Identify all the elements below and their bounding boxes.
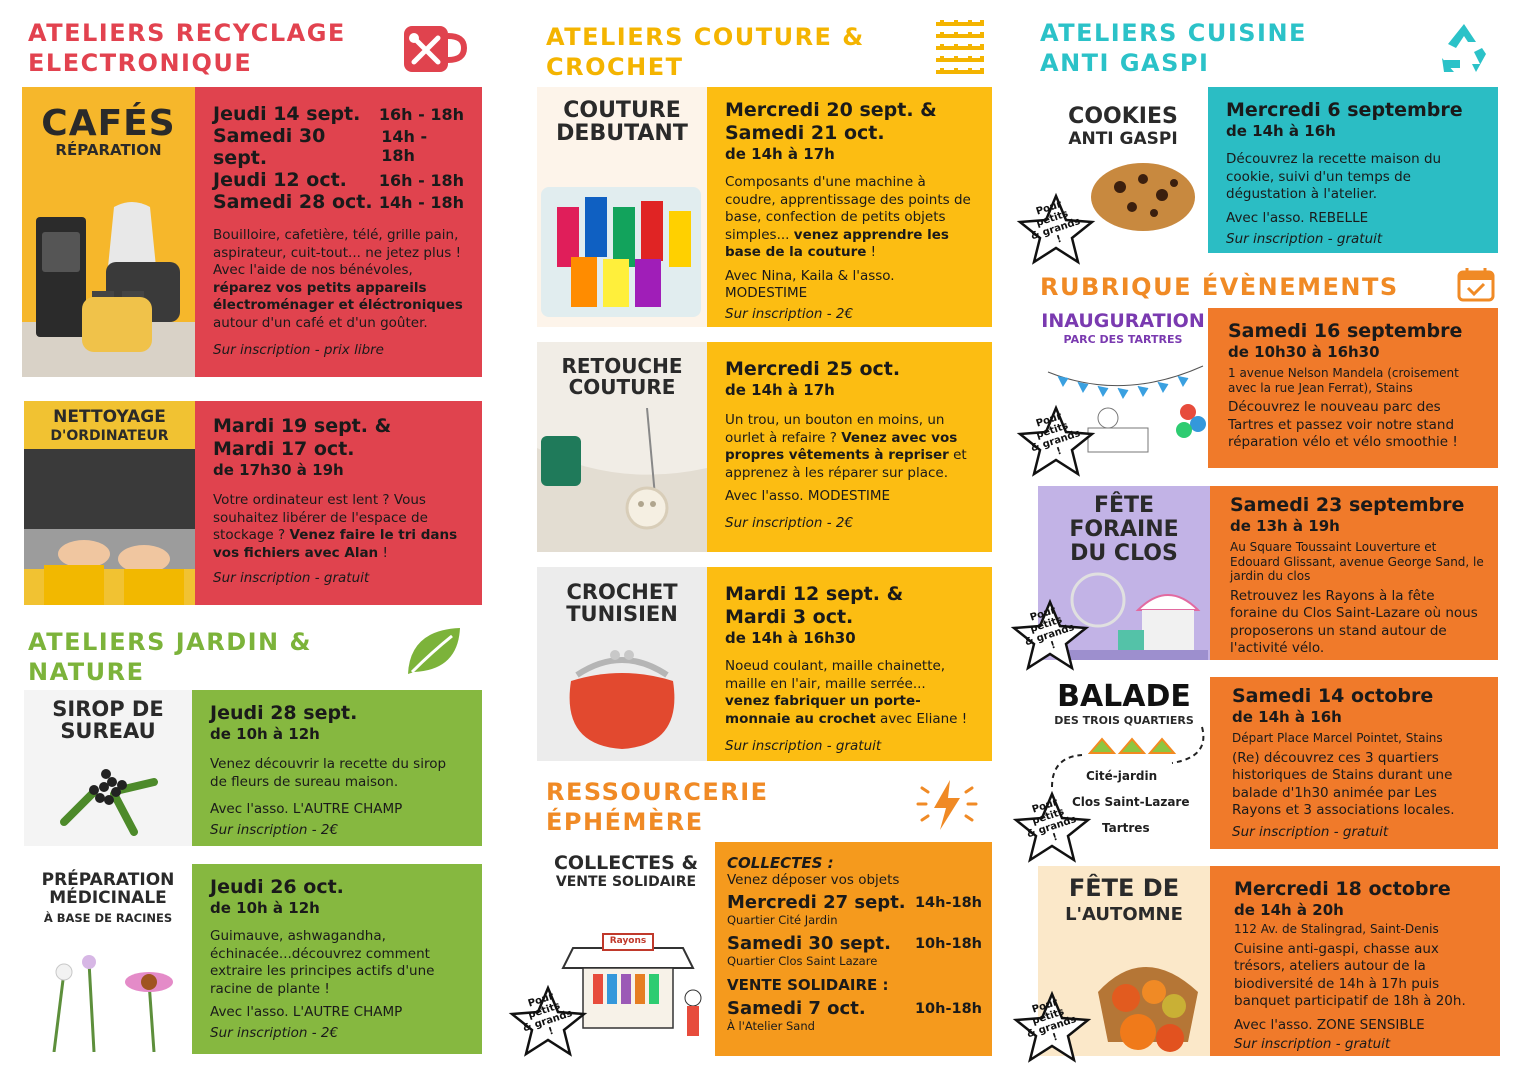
vente-label: VENTE SOLIDAIRE : bbox=[727, 976, 889, 994]
card-cafes-reparation bbox=[22, 87, 482, 377]
preparation-subtitle: À BASE DE RACINES bbox=[43, 911, 173, 925]
elderberry-illustration bbox=[54, 752, 164, 842]
card-sirop-sureau bbox=[24, 690, 482, 846]
slot-hours: 14h - 18h bbox=[381, 127, 428, 165]
card-inauguration bbox=[1038, 308, 1498, 468]
collectes-slot-2 bbox=[727, 933, 982, 954]
star-badge-label: Pour petits & grands ! bbox=[521, 991, 574, 1038]
star-badge-fete-foraine bbox=[1010, 598, 1090, 672]
collectes-slot-2-place: Quartier Clos Saint Lazare bbox=[727, 954, 878, 968]
cafes-schedule bbox=[213, 103, 464, 213]
coin-purse-illustration bbox=[557, 645, 687, 755]
nettoyage-image bbox=[24, 401, 195, 605]
crochet-image bbox=[537, 567, 707, 761]
slot-day: Jeudi 14 sept. bbox=[213, 103, 361, 125]
automne-address: 112 Av. de Stalingrad, Saint-Denis bbox=[1234, 922, 1439, 936]
couture-inscription: Sur inscription - 2€ bbox=[725, 305, 854, 322]
inauguration-time: de 10h30 à 16h30 bbox=[1228, 343, 1380, 361]
section-title-cuisine: ATELIERS CUISINE ANTI GASPI bbox=[1040, 19, 1307, 77]
sirop-time: de 10h à 12h bbox=[210, 725, 320, 743]
card-retouche-couture bbox=[537, 342, 992, 552]
sirop-image bbox=[24, 690, 192, 846]
automne-description: Cuisine anti-gaspi, chasse aux trésors, ateliers autour de la biodiversité de 14h à 17h puis banquet participatif de 18h à 20h. bbox=[1234, 940, 1466, 1009]
card-crochet-tunisien bbox=[537, 567, 992, 761]
cookie-illustration bbox=[1088, 157, 1198, 237]
star-badge-label: Pour petits & grands ! bbox=[1029, 199, 1082, 246]
lightning-icon bbox=[914, 774, 980, 834]
preparation-who: Avec l'asso. L'AUTRE CHAMP bbox=[210, 1004, 403, 1020]
crochet-description bbox=[725, 658, 974, 728]
laptop-illustration bbox=[24, 449, 195, 605]
balade-subtitle: DES TROIS QUARTIERS bbox=[1054, 714, 1194, 727]
preparation-time: de 10h à 12h bbox=[210, 899, 320, 917]
crochet-time: de 14h à 16h30 bbox=[725, 629, 856, 647]
leaf-icon bbox=[404, 624, 464, 678]
desc-text: Composants d'une machine à coudre, apprentissage des points de base, confection de petits objets simples... bbox=[725, 174, 971, 243]
couture-description bbox=[725, 174, 974, 262]
preparation-image bbox=[24, 864, 192, 1054]
automne-title: FÊTE DE bbox=[1068, 874, 1180, 902]
couture-image bbox=[537, 87, 707, 327]
star-badge-label: Pour petits & grands ! bbox=[1029, 411, 1082, 458]
cafes-slot-4 bbox=[213, 191, 464, 213]
crochet-inscription: Sur inscription - gratuit bbox=[725, 738, 882, 754]
sirop-inscription: Sur inscription - 2€ bbox=[210, 822, 339, 838]
button-needle-illustration bbox=[537, 408, 707, 552]
section-title-recyclage: ATELIERS RECYCLAGE ELECTRONIQUE bbox=[28, 19, 346, 77]
couture-time: de 14h à 17h bbox=[725, 145, 835, 163]
retouche-description bbox=[725, 412, 974, 482]
couture-title: COUTURE DEBUTANT bbox=[556, 98, 688, 147]
couture-who: Avec Nina, Kaila & l'asso. MODESTIME bbox=[725, 267, 895, 301]
slot-day: Samedi 28 oct. bbox=[213, 191, 373, 213]
desc-text: ! bbox=[378, 544, 388, 561]
slot-day: Samedi 7 oct. bbox=[727, 998, 866, 1019]
card-balade bbox=[1038, 677, 1498, 849]
balade-place-1: Cité-jardin bbox=[1086, 769, 1158, 783]
automne-subtitle: L'AUTOMNE bbox=[1065, 904, 1183, 925]
section-title-evenements: RUBRIQUE ÉVÈNEMENTS bbox=[1040, 273, 1399, 301]
star-badge-collectes bbox=[508, 984, 588, 1058]
balade-address: Départ Place Marcel Pointet, Stains bbox=[1232, 731, 1443, 745]
cafes-slot-3 bbox=[213, 169, 464, 191]
star-badge-balade bbox=[1012, 790, 1092, 864]
recycle-icon bbox=[1434, 18, 1494, 78]
collectes-slot-1-place: Quartier Cité Jardin bbox=[727, 913, 838, 927]
balade-description: (Re) découvrez ces 3 quartiers historiques de Stains durant une balade d'1h30 animée par Les Rayons et 3 associations locales. bbox=[1232, 749, 1455, 818]
automne-inscription: Sur inscription - gratuit bbox=[1234, 1035, 1391, 1052]
plants-illustration bbox=[34, 942, 184, 1052]
sirop-description: Venez découvrir la recette du sirop de fleurs de sureau maison. bbox=[210, 756, 447, 790]
vente-place: À l'Atelier Sand bbox=[727, 1019, 815, 1033]
cafes-subtitle: RÉPARATION bbox=[55, 141, 162, 159]
star-badge-inauguration bbox=[1016, 404, 1096, 478]
section-title-jardin: ATELIERS JARDIN & NATURE bbox=[28, 628, 312, 686]
section-title-couture: ATELIERS COUTURE & CROCHET bbox=[546, 23, 865, 81]
desc-text: Votre ordinateur est lent ? Vous souhaitez libérer de l'espace de stockage ? bbox=[213, 492, 428, 543]
collectes-slot-1 bbox=[727, 892, 982, 913]
star-badge-label: Pour petits & grands ! bbox=[1025, 797, 1078, 844]
desc-text: autour d'un café et d'un goûter. bbox=[213, 314, 428, 331]
preparation-description: Guimauve, ashwagandha, échinacée...découvrez comment extraire les principes actifs d'une racine de plante ! bbox=[210, 928, 435, 997]
slot-hours: 14h - 18h bbox=[378, 193, 464, 212]
retouche-image bbox=[537, 342, 707, 552]
collectes-intro: Venez déposer vos objets bbox=[727, 872, 900, 888]
card-preparation-medicinale bbox=[24, 864, 482, 1054]
nettoyage-title: NETTOYAGE bbox=[53, 407, 166, 427]
slot-day: Jeudi 12 oct. bbox=[213, 169, 347, 191]
card-collectes-vente bbox=[537, 842, 992, 1056]
automne-who: Avec l'asso. ZONE SENSIBLE bbox=[1234, 1016, 1425, 1033]
collectes-subtitle: VENTE SOLIDAIRE bbox=[555, 874, 697, 890]
desc-text: Bouilloire, cafetière, télé, grille pain, aspirateur, cuit-tout... ne jetez plus ! Avec l'aide de nos bénévoles, bbox=[213, 227, 461, 278]
thread-spools-illustration bbox=[537, 167, 707, 327]
desc-bold: Venez avec vos propres vêtements à repriser bbox=[725, 429, 958, 463]
fete-foraine-description: Retrouvez les Rayons à la fête foraine du Clos Saint-Lazare où nous proposerons un stand autour de l'activité vélo. bbox=[1230, 587, 1478, 656]
inauguration-subtitle: PARC DES TARTRES bbox=[1063, 333, 1183, 346]
slot-hours: 10h-18h bbox=[914, 1001, 982, 1017]
inauguration-date: Samedi 16 septembre bbox=[1228, 320, 1463, 342]
cafes-image bbox=[22, 87, 195, 377]
cookies-date: Mercredi 6 septembre bbox=[1226, 99, 1463, 121]
automne-date: Mercredi 18 octobre bbox=[1234, 878, 1451, 900]
desc-bold: venez apprendre les base de la couture bbox=[725, 226, 949, 260]
inauguration-title: INAUGURATION bbox=[1041, 310, 1205, 332]
section-title-ressourcerie: RESSOURCERIE ÉPHÉMÈRE bbox=[546, 778, 769, 836]
weave-icon bbox=[932, 16, 988, 78]
desc-text: ! bbox=[866, 244, 877, 260]
balade-time: de 14h à 16h bbox=[1232, 708, 1342, 726]
calendar-icon bbox=[1456, 266, 1496, 302]
fete-foraine-title: FÊTE FORAINE DU CLOS bbox=[1069, 493, 1179, 566]
nettoyage-subtitle: D'ORDINATEUR bbox=[50, 428, 169, 444]
fete-foraine-address: Au Square Toussaint Louverture et Edouard Glissant, avenue George Sand, le jardin du clos bbox=[1230, 540, 1484, 583]
crochet-title: CROCHET TUNISIEN bbox=[566, 580, 678, 627]
desc-bold: Venez faire le tri dans vos fichiers avec Alan bbox=[213, 527, 458, 561]
inauguration-address: 1 avenue Nelson Mandela (croisement avec la rue Jean Ferrat), Stains bbox=[1228, 366, 1459, 395]
stall-sign-text: Rayons bbox=[609, 936, 647, 946]
preparation-date: Jeudi 26 oct. bbox=[210, 876, 344, 898]
retouche-time: de 14h à 17h bbox=[725, 381, 835, 399]
appliances-illustration bbox=[22, 187, 195, 377]
card-couture-debutant bbox=[537, 87, 992, 327]
cafes-slot-2 bbox=[213, 125, 464, 169]
couture-date: Mercredi 20 sept. & Samedi 21 oct. bbox=[725, 99, 937, 144]
slot-hours: 16h - 18h bbox=[378, 105, 464, 124]
cookies-time: de 14h à 16h bbox=[1226, 122, 1336, 140]
balade-place-3: Tartres bbox=[1102, 821, 1150, 835]
nettoyage-date: Mardi 19 sept. & Mardi 17 oct. bbox=[213, 415, 392, 460]
preparation-title: PRÉPARATION MÉDICINALE bbox=[41, 870, 175, 908]
crochet-date: Mardi 12 sept. & Mardi 3 oct. bbox=[725, 583, 904, 628]
slot-hours: 14h-18h bbox=[914, 895, 982, 911]
star-badge-cookies bbox=[1016, 192, 1096, 266]
harvest-basket-illustration bbox=[1078, 952, 1210, 1056]
desc-bold: venez fabriquer un porte-monnaie au crochet bbox=[725, 693, 921, 727]
card-fete-foraine bbox=[1038, 486, 1498, 660]
collectes-label: COLLECTES : bbox=[727, 854, 834, 872]
cookies-inscription: Sur inscription - gratuit bbox=[1226, 230, 1383, 247]
desc-bold: réparez vos petits appareils électroménager et éléctroniques bbox=[213, 279, 463, 313]
sirop-title: SIROP DE SUREAU bbox=[52, 697, 164, 744]
sirop-date: Jeudi 28 sept. bbox=[210, 702, 358, 724]
cafes-title: CAFÉS bbox=[41, 103, 176, 144]
cookies-title: COOKIES bbox=[1068, 104, 1178, 129]
balade-inscription: Sur inscription - gratuit bbox=[1232, 823, 1389, 840]
desc-text: Un trou, un bouton en moins, un ourlet à refaire ? bbox=[725, 412, 945, 446]
collectes-title: COLLECTES & bbox=[553, 852, 699, 874]
fete-foraine-date: Samedi 23 septembre bbox=[1230, 494, 1465, 516]
cafes-description bbox=[213, 227, 464, 332]
nettoyage-description bbox=[213, 492, 464, 562]
nettoyage-inscription: Sur inscription - gratuit bbox=[213, 570, 370, 586]
inauguration-description: Découvrez le nouveau parc des Tartres et passez voir notre stand réparation vélo et vélo smoothie ! bbox=[1228, 399, 1458, 450]
retouche-date: Mercredi 25 oct. bbox=[725, 358, 901, 380]
cafes-inscription: Sur inscription - prix libre bbox=[213, 342, 384, 358]
card-cookies bbox=[1038, 87, 1498, 253]
slot-day: Samedi 30 sept. bbox=[727, 933, 891, 954]
fete-foraine-time: de 13h à 19h bbox=[1230, 517, 1340, 535]
slot-hours: 10h-18h bbox=[914, 936, 982, 952]
desc-text: Noeud coulant, maille chainette, maille en l'air, maille serrée... bbox=[725, 658, 946, 692]
card-nettoyage bbox=[24, 401, 482, 605]
retouche-inscription: Sur inscription - 2€ bbox=[725, 515, 854, 531]
cookies-subtitle: ANTI GASPI bbox=[1068, 129, 1178, 149]
slot-day: Mercredi 27 sept. bbox=[727, 892, 906, 913]
cookies-description: Découvrez la recette maison du cookie, suivi d'un temps de dégustation à l'atelier. bbox=[1226, 151, 1442, 202]
cookies-who: Avec l'asso. REBELLE bbox=[1226, 209, 1369, 226]
desc-text: et apprenez à les réparer sur place. bbox=[725, 447, 967, 481]
balade-place-2: Clos Saint-Lazare bbox=[1072, 795, 1190, 809]
star-badge-label: Pour petits & grands ! bbox=[1025, 997, 1078, 1044]
preparation-inscription: Sur inscription - 2€ bbox=[210, 1025, 339, 1041]
retouche-who: Avec l'asso. MODESTIME bbox=[725, 488, 891, 504]
star-badge-label: Pour petits & grands ! bbox=[1023, 605, 1076, 652]
retouche-title: RETOUCHE COUTURE bbox=[561, 354, 683, 399]
card-fete-automne bbox=[1038, 866, 1500, 1056]
vente-slot bbox=[727, 998, 982, 1019]
balade-title: BALADE bbox=[1057, 679, 1191, 714]
star-badge-automne bbox=[1012, 990, 1092, 1064]
balade-date: Samedi 14 octobre bbox=[1232, 685, 1434, 707]
desc-text: avec Eliane ! bbox=[875, 710, 968, 727]
slot-hours: 16h - 18h bbox=[378, 171, 464, 190]
cafes-slot-1 bbox=[213, 103, 464, 125]
sirop-who: Avec l'asso. L'AUTRE CHAMP bbox=[210, 801, 403, 817]
mug-tools-icon bbox=[400, 18, 468, 78]
automne-time: de 14h à 20h bbox=[1234, 901, 1344, 919]
slot-day: Samedi 30 sept. bbox=[213, 125, 326, 169]
nettoyage-time: de 17h30 à 19h bbox=[213, 461, 344, 479]
